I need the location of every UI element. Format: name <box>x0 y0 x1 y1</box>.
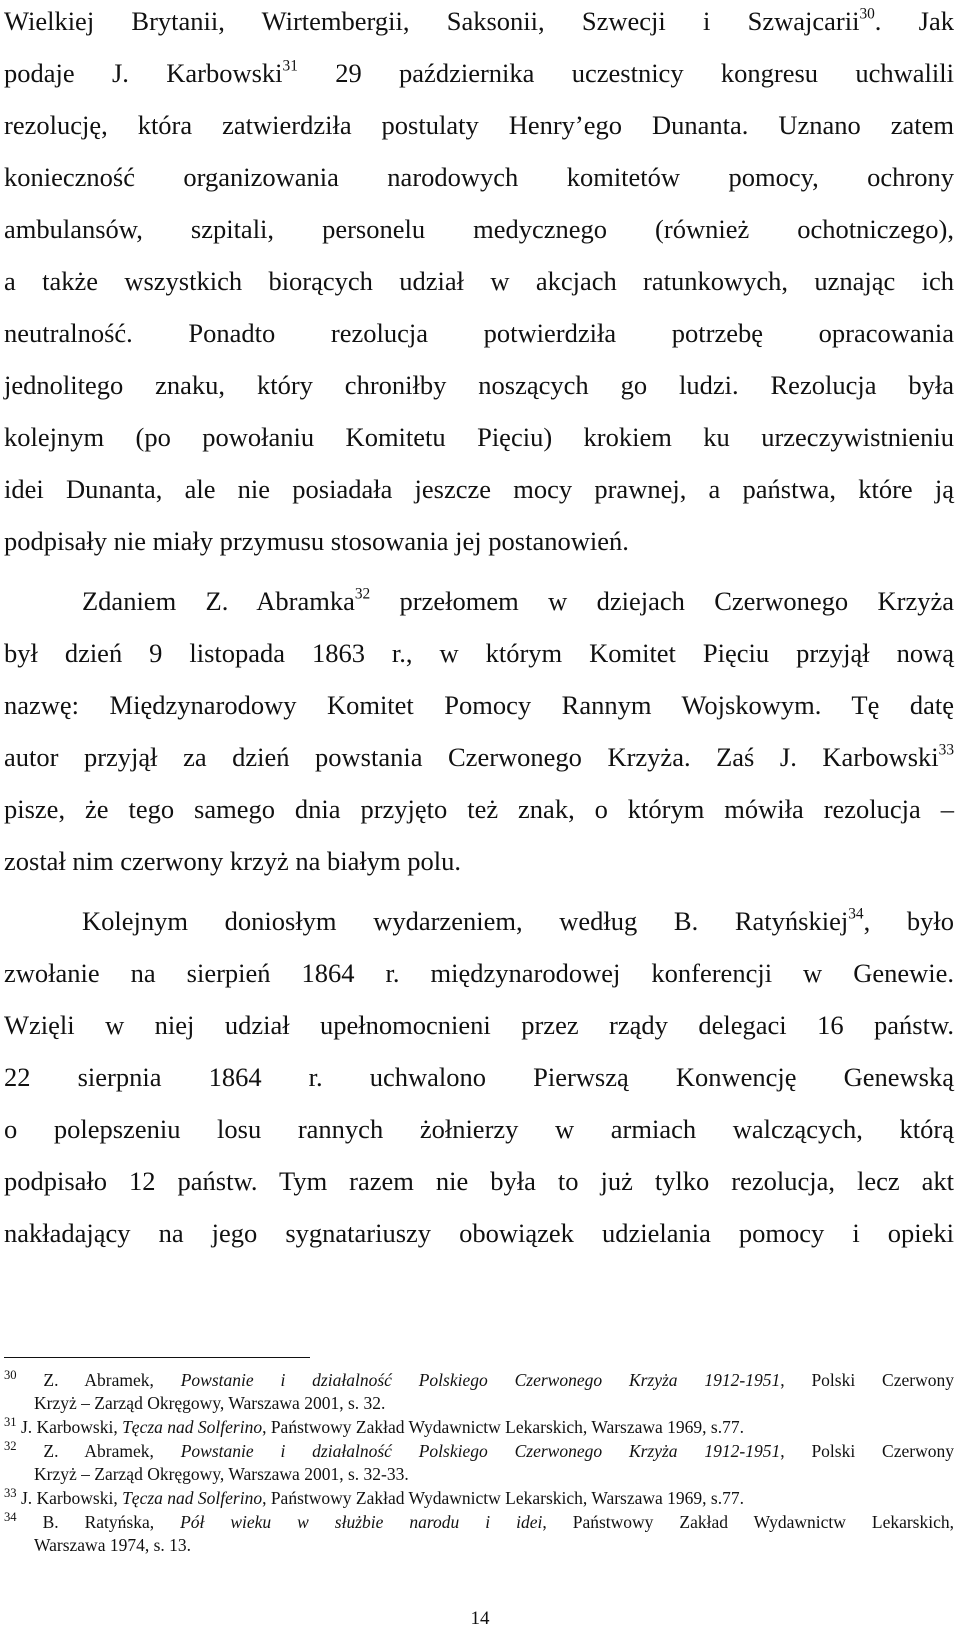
body-line: Kolejnym doniosłym wydarzeniem, według B. Ratyńskiej$^{34}$, było <box>82 905 954 936</box>
body-line: zwołanie na sierpień 1864 r. międzynarodowej konferencji w Genewie. <box>4 958 954 988</box>
footnote-number: 31 <box>4 1415 17 1430</box>
body-line: neutralność. Ponadto rezolucja potwierdziła potrzebę opracowania <box>4 318 954 348</box>
footnote-line: $^{31}$ J. Karbowski, Tęcza nad Solferino, Państwowy Zakład Wydawnictw Lekarskich, Warszawa 1969, s.77. <box>4 1415 744 1437</box>
body-line: konieczność organizowania narodowych komitetów pomocy, ochrony <box>4 162 954 192</box>
footnote-line: $^{34}$ B. Ratyńska, Pół wieku w służbie narodu i idei, Państwowy Zakład Wydawnictw Lekarskich, <box>4 1510 954 1532</box>
book-title: Tęcza nad Solferino <box>122 1488 263 1508</box>
footnote-line: $^{33}$ J. Karbowski, Tęcza nad Solferino, Państwowy Zakład Wydawnictw Lekarskich, Warszawa 1969, s.77. <box>4 1486 744 1508</box>
footnote-separator <box>4 1357 310 1358</box>
body-line: podpisało 12 państw. Tym razem nie była to już tylko rezolucja, lecz akt <box>4 1166 954 1196</box>
footnote-ref: 32 <box>354 585 371 603</box>
footnote-number: 32 <box>4 1439 17 1454</box>
footnote-ref: 30 <box>859 5 875 23</box>
footnote-ref: 33 <box>938 741 954 759</box>
body-line: Wzięli w niej udział upełnomocnieni przez rządy delegaci 16 państw. <box>4 1010 954 1040</box>
body-line: Zdaniem Z. Abramka$^{32}$ przełomem w dziejach Czerwonego Krzyża <box>82 585 954 616</box>
footnote-ref: 31 <box>282 57 298 75</box>
page-number: 14 <box>470 1608 490 1629</box>
body-line: nazwę: Międzynarodowy Komitet Pomocy Rannym Wojskowym. Tę datę <box>4 690 954 720</box>
book-title: Powstanie i działalność Polskiego Czerwonego Krzyża 1912-1951 <box>180 1370 781 1390</box>
body-line: o polepszeniu losu rannych żołnierzy w armiach walczących, którą <box>4 1114 954 1144</box>
footnote-number: 33 <box>4 1486 17 1501</box>
body-line: Wielkiej Brytanii, Wirtembergii, Saksonii, Szwecji i Szwajcarii$^{30}$. Jak <box>4 5 954 36</box>
footnote-line: Warszawa 1974, s. 13. <box>34 1535 192 1555</box>
footnote-line: Krzyż – Zarząd Okręgowy, Warszawa 2001, s. 32. <box>34 1393 386 1413</box>
footnote-line: $^{32}$ Z. Abramek, Powstanie i działalność Polskiego Czerwonego Krzyża 1912-1951, Polski Czerwony <box>4 1439 954 1461</box>
footnote-number: 30 <box>4 1368 17 1383</box>
body-line: 22 sierpnia 1864 r. uchwalono Pierwszą Konwencję Genewską <box>4 1062 954 1092</box>
body-line: idei Dunanta, ale nie posiadała jeszcze mocy prawnej, a państwa, które ją <box>4 474 954 504</box>
footnote-ref: 34 <box>848 905 864 923</box>
body-line: był dzień 9 listopada 1863 r., w którym Komitet Pięciu przyjął nową <box>4 638 954 668</box>
book-title: Tęcza nad Solferino <box>122 1417 263 1437</box>
body-line: jednolitego znaku, który chroniłby noszących go ludzi. Rezolucja była <box>4 370 954 400</box>
body-line: rezolucję, która zatwierdziła postulaty Henry’ego Dunanta. Uznano zatem <box>4 110 954 140</box>
body-line: a także wszystkich biorących udział w akcjach ratunkowych, uznając ich <box>4 266 954 296</box>
body-line: kolejnym (po powołaniu Komitetu Pięciu) krokiem ku urzeczywistnieniu <box>4 422 954 452</box>
body-line: podaje J. Karbowski$^{31}$ 29 października uczestnicy kongresu uchwalili <box>4 57 954 88</box>
book-title: Pół wieku w służbie narodu i idei <box>180 1512 543 1532</box>
footnote-line: Krzyż – Zarząd Okręgowy, Warszawa 2001, s. 32-33. <box>34 1464 409 1484</box>
body-line: pisze, że tego samego dnia przyjęto też znak, o którym mówiła rezolucja – <box>4 794 954 824</box>
body-line: został nim czerwony krzyż na białym polu. <box>4 846 461 876</box>
body-line: ambulansów, szpitali, personelu medycznego (również ochotniczego), <box>4 214 954 244</box>
body-line: autor przyjął za dzień powstania Czerwonego Krzyża. Zaś J. Karbowski$^{33}$ <box>4 741 954 772</box>
footnote-number: 34 <box>4 1510 17 1525</box>
body-line: podpisały nie miały przymusu stosowania jej postanowień. <box>4 526 629 556</box>
body-line: nakładający na jego sygnatariuszy obowiązek udzielania pomocy i opieki <box>4 1218 954 1248</box>
book-title: Powstanie i działalność Polskiego Czerwonego Krzyża 1912-1951 <box>180 1441 781 1461</box>
footnote-line: $^{30}$ Z. Abramek, Powstanie i działalność Polskiego Czerwonego Krzyża 1912-1951, Polski Czerwony <box>4 1368 954 1390</box>
